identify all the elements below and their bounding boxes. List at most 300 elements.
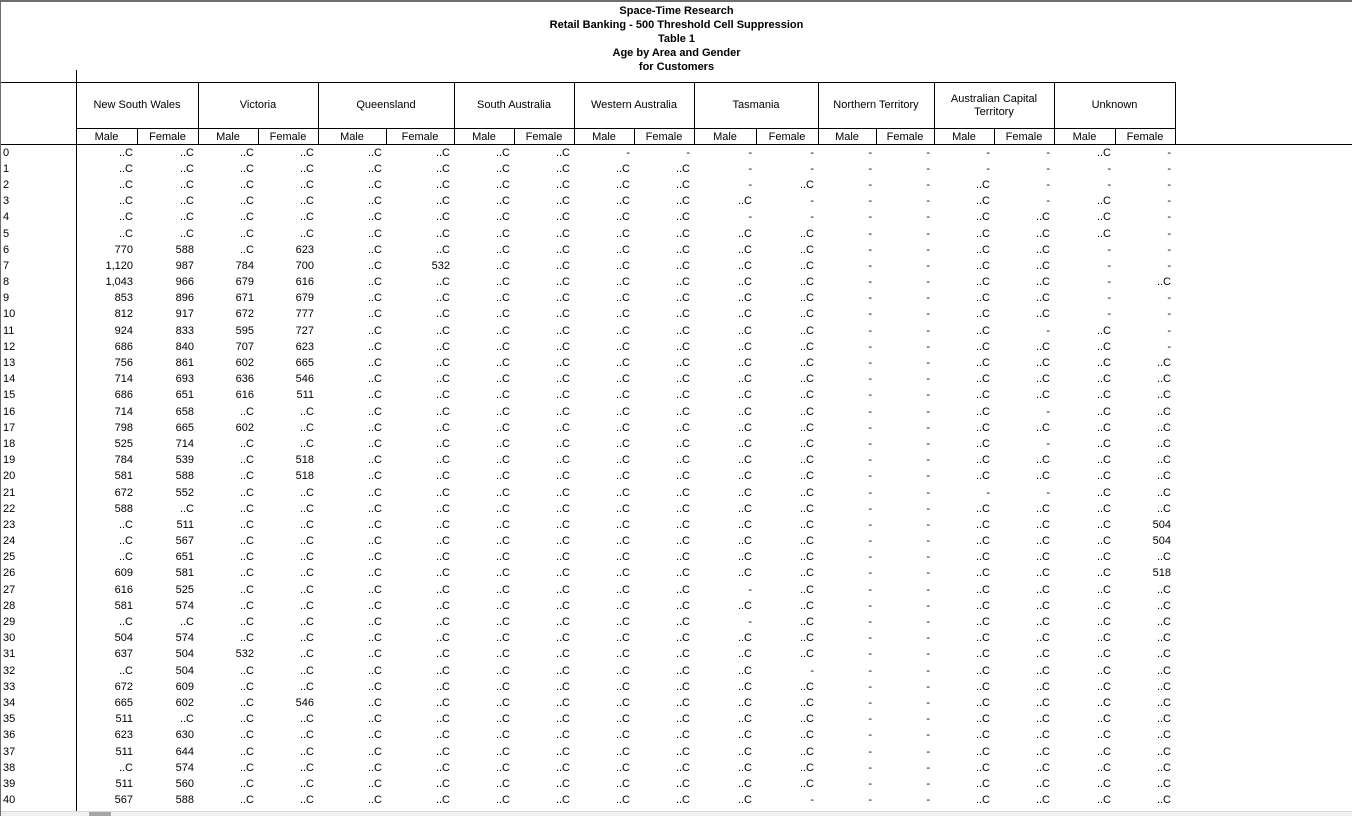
row-label-age[interactable]: 33 xyxy=(1,679,76,695)
data-cell[interactable]: ..C xyxy=(675,535,690,548)
data-cell[interactable]: ..C xyxy=(1035,276,1050,289)
data-cell[interactable]: ..C xyxy=(1096,761,1111,774)
data-cell[interactable]: ..C xyxy=(239,632,254,645)
data-cell[interactable]: - xyxy=(926,696,930,709)
data-cell[interactable]: ..C xyxy=(1096,551,1111,564)
data-cell[interactable]: ..C xyxy=(1035,632,1050,645)
data-cell[interactable]: ..C xyxy=(675,664,690,677)
data-cell[interactable]: ..C xyxy=(1156,357,1171,370)
data-cell[interactable]: ..C xyxy=(675,357,690,370)
data-cell[interactable]: - xyxy=(926,486,930,499)
data-cell[interactable]: 686 xyxy=(114,389,133,402)
data-cell[interactable]: 595 xyxy=(235,324,254,337)
data-cell[interactable]: ..C xyxy=(975,437,990,450)
col-header-male[interactable]: Male xyxy=(198,129,258,145)
data-cell[interactable]: ..C xyxy=(1096,729,1111,742)
data-cell[interactable]: ..C xyxy=(975,696,990,709)
data-cell[interactable]: ..C xyxy=(1035,648,1050,661)
data-cell[interactable]: - xyxy=(1167,292,1171,305)
data-cell[interactable]: ..C xyxy=(179,211,194,224)
data-cell[interactable]: ..C xyxy=(555,162,570,175)
data-cell[interactable]: ..C xyxy=(975,389,990,402)
data-cell[interactable]: ..C xyxy=(675,324,690,337)
data-cell[interactable]: ..C xyxy=(555,502,570,515)
data-cell[interactable]: ..C xyxy=(239,551,254,564)
data-cell[interactable]: 1,043 xyxy=(105,276,133,289)
data-cell[interactable]: ..C xyxy=(615,292,630,305)
data-cell[interactable]: 511 xyxy=(115,745,133,758)
data-cell[interactable]: ..C xyxy=(367,178,382,191)
data-cell[interactable]: ..C xyxy=(1156,373,1171,386)
col-group-western-australia[interactable]: Western Australia xyxy=(574,83,694,129)
data-cell[interactable]: ..C xyxy=(495,211,510,224)
data-cell[interactable]: 784 xyxy=(235,259,254,272)
data-cell[interactable]: ..C xyxy=(435,535,450,548)
data-cell[interactable]: ..C xyxy=(1096,195,1111,208)
data-cell[interactable]: ..C xyxy=(1035,616,1050,629)
row-label-age[interactable]: 27 xyxy=(1,582,76,598)
row-label-age[interactable]: 17 xyxy=(1,420,76,436)
data-cell[interactable]: ..C xyxy=(975,259,990,272)
data-cell[interactable]: ..C xyxy=(799,340,814,353)
data-cell[interactable]: 546 xyxy=(295,373,314,386)
data-cell[interactable]: ..C xyxy=(975,324,990,337)
data-cell[interactable]: ..C xyxy=(615,632,630,645)
data-cell[interactable]: ..C xyxy=(1096,680,1111,693)
data-cell[interactable]: ..C xyxy=(675,470,690,483)
data-cell[interactable]: ..C xyxy=(435,146,450,159)
row-label-age[interactable]: 40 xyxy=(1,792,76,808)
data-cell[interactable]: ..C xyxy=(615,211,630,224)
data-cell[interactable]: - xyxy=(926,761,930,774)
data-cell[interactable]: - xyxy=(926,405,930,418)
data-cell[interactable]: - xyxy=(868,437,872,450)
data-cell[interactable]: ..C xyxy=(495,664,510,677)
data-cell[interactable]: ..C xyxy=(495,777,510,790)
data-cell[interactable]: ..C xyxy=(555,389,570,402)
data-cell[interactable]: - xyxy=(1107,162,1111,175)
data-cell[interactable]: ..C xyxy=(1035,502,1050,515)
data-cell[interactable]: - xyxy=(748,211,752,224)
data-cell[interactable]: ..C xyxy=(615,599,630,612)
data-cell[interactable]: - xyxy=(868,535,872,548)
col-header-female[interactable]: Female xyxy=(876,129,934,145)
data-cell[interactable]: 623 xyxy=(114,729,133,742)
data-cell[interactable]: ..C xyxy=(1156,486,1171,499)
data-cell[interactable]: - xyxy=(1167,259,1171,272)
data-cell[interactable]: ..C xyxy=(615,745,630,758)
data-cell[interactable]: - xyxy=(926,389,930,402)
data-cell[interactable]: ..C xyxy=(555,729,570,742)
data-cell[interactable]: ..C xyxy=(1035,421,1050,434)
data-cell[interactable]: 840 xyxy=(175,340,194,353)
data-cell[interactable]: 707 xyxy=(235,340,254,353)
data-cell[interactable]: ..C xyxy=(675,421,690,434)
row-label-age[interactable]: 35 xyxy=(1,711,76,727)
data-cell[interactable]: ..C xyxy=(1156,421,1171,434)
data-cell[interactable]: 588 xyxy=(175,794,194,807)
data-cell[interactable]: ..C xyxy=(1156,680,1171,693)
data-cell[interactable]: ..C xyxy=(737,761,752,774)
data-cell[interactable]: - xyxy=(868,761,872,774)
data-cell[interactable]: ..C xyxy=(495,146,510,159)
data-cell[interactable]: ..C xyxy=(367,567,382,580)
data-cell[interactable]: ..C xyxy=(737,551,752,564)
data-cell[interactable]: ..C xyxy=(435,680,450,693)
data-cell[interactable]: ..C xyxy=(367,486,382,499)
row-label-age[interactable]: 10 xyxy=(1,306,76,322)
data-cell[interactable]: 672 xyxy=(114,680,133,693)
data-cell[interactable]: - xyxy=(868,551,872,564)
row-label-age[interactable]: 3 xyxy=(1,193,76,209)
data-cell[interactable]: 756 xyxy=(114,357,133,370)
data-cell[interactable]: - xyxy=(926,357,930,370)
data-cell[interactable]: 770 xyxy=(114,243,133,256)
data-cell[interactable]: ..C xyxy=(555,648,570,661)
data-cell[interactable]: 539 xyxy=(175,454,194,467)
data-cell[interactable]: - xyxy=(1167,178,1171,191)
data-cell[interactable]: - xyxy=(868,243,872,256)
data-cell[interactable]: - xyxy=(748,616,752,629)
data-cell[interactable]: ..C xyxy=(239,599,254,612)
data-cell[interactable]: ..C xyxy=(615,276,630,289)
data-cell[interactable]: - xyxy=(1046,146,1050,159)
data-cell[interactable]: ..C xyxy=(1035,777,1050,790)
col-header-male[interactable]: Male xyxy=(318,129,386,145)
data-cell[interactable]: 511 xyxy=(296,389,314,402)
data-cell[interactable]: ..C xyxy=(299,729,314,742)
data-cell[interactable]: - xyxy=(1167,243,1171,256)
row-label-age[interactable]: 13 xyxy=(1,355,76,371)
data-cell[interactable]: ..C xyxy=(1096,583,1111,596)
data-cell[interactable]: ..C xyxy=(299,777,314,790)
data-cell[interactable]: - xyxy=(868,195,872,208)
data-cell[interactable]: ..C xyxy=(675,259,690,272)
data-cell[interactable]: ..C xyxy=(118,211,133,224)
data-cell[interactable]: ..C xyxy=(179,146,194,159)
col-header-female[interactable]: Female xyxy=(1115,129,1175,145)
data-cell[interactable]: ..C xyxy=(799,713,814,726)
data-cell[interactable]: ..C xyxy=(615,535,630,548)
data-cell[interactable]: ..C xyxy=(1156,696,1171,709)
col-group-victoria[interactable]: Victoria xyxy=(198,83,318,129)
data-cell[interactable]: ..C xyxy=(1035,696,1050,709)
data-cell[interactable]: ..C xyxy=(975,567,990,580)
data-cell[interactable]: - xyxy=(868,583,872,596)
data-cell[interactable]: ..C xyxy=(675,292,690,305)
data-cell[interactable]: 588 xyxy=(175,243,194,256)
data-cell[interactable]: ..C xyxy=(1096,745,1111,758)
data-cell[interactable]: ..C xyxy=(299,535,314,548)
data-cell[interactable]: - xyxy=(986,162,990,175)
data-cell[interactable]: ..C xyxy=(615,227,630,240)
row-label-age[interactable]: 26 xyxy=(1,565,76,581)
row-label-age[interactable]: 8 xyxy=(1,274,76,290)
data-cell[interactable]: ..C xyxy=(299,405,314,418)
data-cell[interactable]: ..C xyxy=(299,664,314,677)
data-cell[interactable]: ..C xyxy=(675,211,690,224)
data-cell[interactable]: 917 xyxy=(175,308,194,321)
data-cell[interactable]: ..C xyxy=(975,680,990,693)
data-cell[interactable]: - xyxy=(1167,308,1171,321)
data-cell[interactable]: 546 xyxy=(295,696,314,709)
col-header-female[interactable]: Female xyxy=(994,129,1054,145)
data-cell[interactable]: - xyxy=(986,486,990,499)
data-cell[interactable]: ..C xyxy=(118,551,133,564)
data-cell[interactable]: ..C xyxy=(799,777,814,790)
data-cell[interactable]: - xyxy=(926,551,930,564)
data-cell[interactable]: ..C xyxy=(367,454,382,467)
data-cell[interactable]: ..C xyxy=(737,259,752,272)
data-cell[interactable]: ..C xyxy=(118,227,133,240)
data-cell[interactable]: ..C xyxy=(799,502,814,515)
data-cell[interactable]: ..C xyxy=(737,777,752,790)
data-cell[interactable]: ..C xyxy=(367,632,382,645)
data-cell[interactable]: ..C xyxy=(495,357,510,370)
data-cell[interactable]: ..C xyxy=(799,405,814,418)
data-cell[interactable]: ..C xyxy=(367,745,382,758)
data-cell[interactable]: ..C xyxy=(435,761,450,774)
data-cell[interactable]: - xyxy=(926,794,930,807)
data-cell[interactable]: ..C xyxy=(435,178,450,191)
data-cell[interactable]: ..C xyxy=(239,178,254,191)
data-cell[interactable]: ..C xyxy=(615,178,630,191)
data-cell[interactable]: ..C xyxy=(1035,211,1050,224)
data-cell[interactable]: 616 xyxy=(235,389,254,402)
data-cell[interactable]: - xyxy=(868,162,872,175)
data-cell[interactable]: ..C xyxy=(495,745,510,758)
data-cell[interactable]: ..C xyxy=(555,243,570,256)
row-label-age[interactable]: 32 xyxy=(1,663,76,679)
data-cell[interactable]: - xyxy=(810,664,814,677)
data-cell[interactable]: ..C xyxy=(1156,599,1171,612)
data-cell[interactable]: 518 xyxy=(295,470,314,483)
data-cell[interactable]: ..C xyxy=(675,502,690,515)
data-cell[interactable]: - xyxy=(748,162,752,175)
data-cell[interactable]: ..C xyxy=(367,696,382,709)
data-cell[interactable]: ..C xyxy=(435,292,450,305)
data-cell[interactable]: ..C xyxy=(435,389,450,402)
data-cell[interactable]: ..C xyxy=(615,324,630,337)
data-cell[interactable]: ..C xyxy=(367,324,382,337)
data-cell[interactable]: - xyxy=(748,146,752,159)
data-cell[interactable]: 651 xyxy=(175,551,194,564)
row-label-age[interactable]: 37 xyxy=(1,743,76,759)
data-cell[interactable]: ..C xyxy=(975,729,990,742)
data-cell[interactable]: ..C xyxy=(737,437,752,450)
data-cell[interactable]: ..C xyxy=(737,308,752,321)
data-cell[interactable]: ..C xyxy=(367,616,382,629)
data-cell[interactable]: ..C xyxy=(1096,211,1111,224)
row-label-age[interactable]: 15 xyxy=(1,387,76,403)
data-cell[interactable]: ..C xyxy=(737,243,752,256)
data-cell[interactable]: ..C xyxy=(367,292,382,305)
data-cell[interactable]: - xyxy=(926,195,930,208)
data-cell[interactable]: ..C xyxy=(555,777,570,790)
data-cell[interactable]: ..C xyxy=(239,680,254,693)
data-cell[interactable]: ..C xyxy=(239,470,254,483)
data-cell[interactable]: - xyxy=(926,616,930,629)
data-cell[interactable]: ..C xyxy=(975,713,990,726)
data-cell[interactable]: ..C xyxy=(555,454,570,467)
data-cell[interactable]: - xyxy=(868,324,872,337)
data-cell[interactable]: ..C xyxy=(118,146,133,159)
data-cell[interactable]: ..C xyxy=(1035,518,1050,531)
data-cell[interactable]: ..C xyxy=(555,680,570,693)
data-cell[interactable]: - xyxy=(926,713,930,726)
data-cell[interactable]: ..C xyxy=(239,486,254,499)
data-cell[interactable]: - xyxy=(810,195,814,208)
data-cell[interactable]: ..C xyxy=(675,551,690,564)
data-cell[interactable]: ..C xyxy=(675,583,690,596)
data-cell[interactable]: - xyxy=(868,292,872,305)
data-cell[interactable]: ..C xyxy=(239,535,254,548)
data-cell[interactable]: - xyxy=(926,470,930,483)
data-cell[interactable]: ..C xyxy=(367,535,382,548)
data-cell[interactable]: - xyxy=(926,373,930,386)
data-cell[interactable]: ..C xyxy=(615,421,630,434)
data-cell[interactable]: ..C xyxy=(1156,777,1171,790)
data-cell[interactable]: ..C xyxy=(737,729,752,742)
data-cell[interactable]: ..C xyxy=(799,243,814,256)
data-cell[interactable]: - xyxy=(1046,195,1050,208)
data-cell[interactable]: ..C xyxy=(1035,373,1050,386)
data-cell[interactable]: ..C xyxy=(799,292,814,305)
data-cell[interactable]: ..C xyxy=(675,761,690,774)
data-cell[interactable]: ..C xyxy=(555,340,570,353)
data-cell[interactable]: ..C xyxy=(495,535,510,548)
data-cell[interactable]: ..C xyxy=(239,146,254,159)
data-cell[interactable]: - xyxy=(926,211,930,224)
data-cell[interactable]: ..C xyxy=(239,713,254,726)
data-cell[interactable]: ..C xyxy=(799,518,814,531)
data-cell[interactable]: ..C xyxy=(737,518,752,531)
data-cell[interactable]: ..C xyxy=(239,405,254,418)
data-cell[interactable]: 567 xyxy=(175,535,194,548)
data-cell[interactable]: ..C xyxy=(675,308,690,321)
data-cell[interactable]: ..C xyxy=(299,680,314,693)
data-cell[interactable]: ..C xyxy=(239,664,254,677)
row-label-age[interactable]: 5 xyxy=(1,225,76,241)
data-cell[interactable]: ..C xyxy=(737,648,752,661)
data-cell[interactable]: ..C xyxy=(615,308,630,321)
data-cell[interactable]: ..C xyxy=(1096,567,1111,580)
data-cell[interactable]: ..C xyxy=(1035,292,1050,305)
data-cell[interactable]: ..C xyxy=(615,729,630,742)
data-cell[interactable]: ..C xyxy=(367,518,382,531)
data-cell[interactable]: ..C xyxy=(975,292,990,305)
data-cell[interactable]: ..C xyxy=(1156,729,1171,742)
data-cell[interactable]: ..C xyxy=(495,583,510,596)
data-cell[interactable]: - xyxy=(926,454,930,467)
data-cell[interactable]: ..C xyxy=(737,567,752,580)
data-cell[interactable]: 1,120 xyxy=(105,259,133,272)
row-label-age[interactable]: 11 xyxy=(1,323,76,339)
data-cell[interactable]: - xyxy=(1167,146,1171,159)
data-cell[interactable]: ..C xyxy=(675,777,690,790)
data-cell[interactable]: - xyxy=(1046,324,1050,337)
data-cell[interactable]: ..C xyxy=(435,243,450,256)
data-cell[interactable]: ..C xyxy=(435,324,450,337)
data-cell[interactable]: ..C xyxy=(615,470,630,483)
data-cell[interactable]: - xyxy=(926,502,930,515)
row-label-age[interactable]: 31 xyxy=(1,646,76,662)
data-cell[interactable]: ..C xyxy=(975,405,990,418)
data-cell[interactable]: ..C xyxy=(367,729,382,742)
data-cell[interactable]: - xyxy=(1167,195,1171,208)
data-cell[interactable]: ..C xyxy=(1096,599,1111,612)
data-cell[interactable]: - xyxy=(868,632,872,645)
col-group-northern-territory[interactable]: Northern Territory xyxy=(818,83,934,129)
data-cell[interactable]: ..C xyxy=(435,308,450,321)
data-cell[interactable]: ..C xyxy=(799,599,814,612)
data-cell[interactable]: ..C xyxy=(1035,227,1050,240)
data-cell[interactable]: - xyxy=(1167,340,1171,353)
data-cell[interactable]: ..C xyxy=(975,583,990,596)
data-cell[interactable]: ..C xyxy=(975,243,990,256)
data-cell[interactable]: ..C xyxy=(435,502,450,515)
data-cell[interactable]: ..C xyxy=(1156,583,1171,596)
data-cell[interactable]: - xyxy=(868,616,872,629)
data-cell[interactable]: 853 xyxy=(114,292,133,305)
scrollbar-thumb[interactable] xyxy=(89,812,111,816)
data-cell[interactable]: ..C xyxy=(737,794,752,807)
data-cell[interactable]: 609 xyxy=(114,567,133,580)
data-cell[interactable]: ..C xyxy=(675,454,690,467)
data-cell[interactable]: ..C xyxy=(118,761,133,774)
data-cell[interactable]: ..C xyxy=(299,195,314,208)
data-cell[interactable]: - xyxy=(926,340,930,353)
data-cell[interactable]: ..C xyxy=(299,713,314,726)
data-cell[interactable]: ..C xyxy=(495,567,510,580)
data-cell[interactable]: ..C xyxy=(799,324,814,337)
data-cell[interactable]: 616 xyxy=(114,583,133,596)
data-cell[interactable]: ..C xyxy=(299,599,314,612)
data-cell[interactable]: ..C xyxy=(179,616,194,629)
data-cell[interactable]: ..C xyxy=(975,470,990,483)
data-cell[interactable]: ..C xyxy=(435,567,450,580)
data-cell[interactable]: - xyxy=(868,454,872,467)
data-cell[interactable]: ..C xyxy=(1096,146,1111,159)
data-cell[interactable]: ..C xyxy=(555,276,570,289)
data-cell[interactable]: ..C xyxy=(555,373,570,386)
data-cell[interactable]: - xyxy=(926,680,930,693)
data-cell[interactable]: ..C xyxy=(1096,648,1111,661)
data-cell[interactable]: ..C xyxy=(1096,486,1111,499)
data-cell[interactable]: ..C xyxy=(799,761,814,774)
data-cell[interactable]: 511 xyxy=(176,518,194,531)
data-cell[interactable]: ..C xyxy=(495,680,510,693)
data-cell[interactable]: ..C xyxy=(615,696,630,709)
data-cell[interactable]: ..C xyxy=(555,211,570,224)
row-label-age[interactable]: 0 xyxy=(1,145,76,161)
data-cell[interactable]: 714 xyxy=(114,405,133,418)
data-cell[interactable]: ..C xyxy=(367,373,382,386)
data-cell[interactable]: ..C xyxy=(435,664,450,677)
data-cell[interactable]: ..C xyxy=(435,195,450,208)
data-cell[interactable]: ..C xyxy=(675,340,690,353)
data-cell[interactable]: ..C xyxy=(737,632,752,645)
data-cell[interactable]: - xyxy=(926,421,930,434)
data-cell[interactable]: - xyxy=(868,259,872,272)
data-cell[interactable]: 511 xyxy=(115,713,133,726)
data-cell[interactable]: 665 xyxy=(295,357,314,370)
data-cell[interactable]: ..C xyxy=(435,745,450,758)
data-cell[interactable]: 714 xyxy=(175,437,194,450)
data-cell[interactable]: - xyxy=(1107,292,1111,305)
col-group-tasmania[interactable]: Tasmania xyxy=(694,83,818,129)
data-cell[interactable]: - xyxy=(810,162,814,175)
